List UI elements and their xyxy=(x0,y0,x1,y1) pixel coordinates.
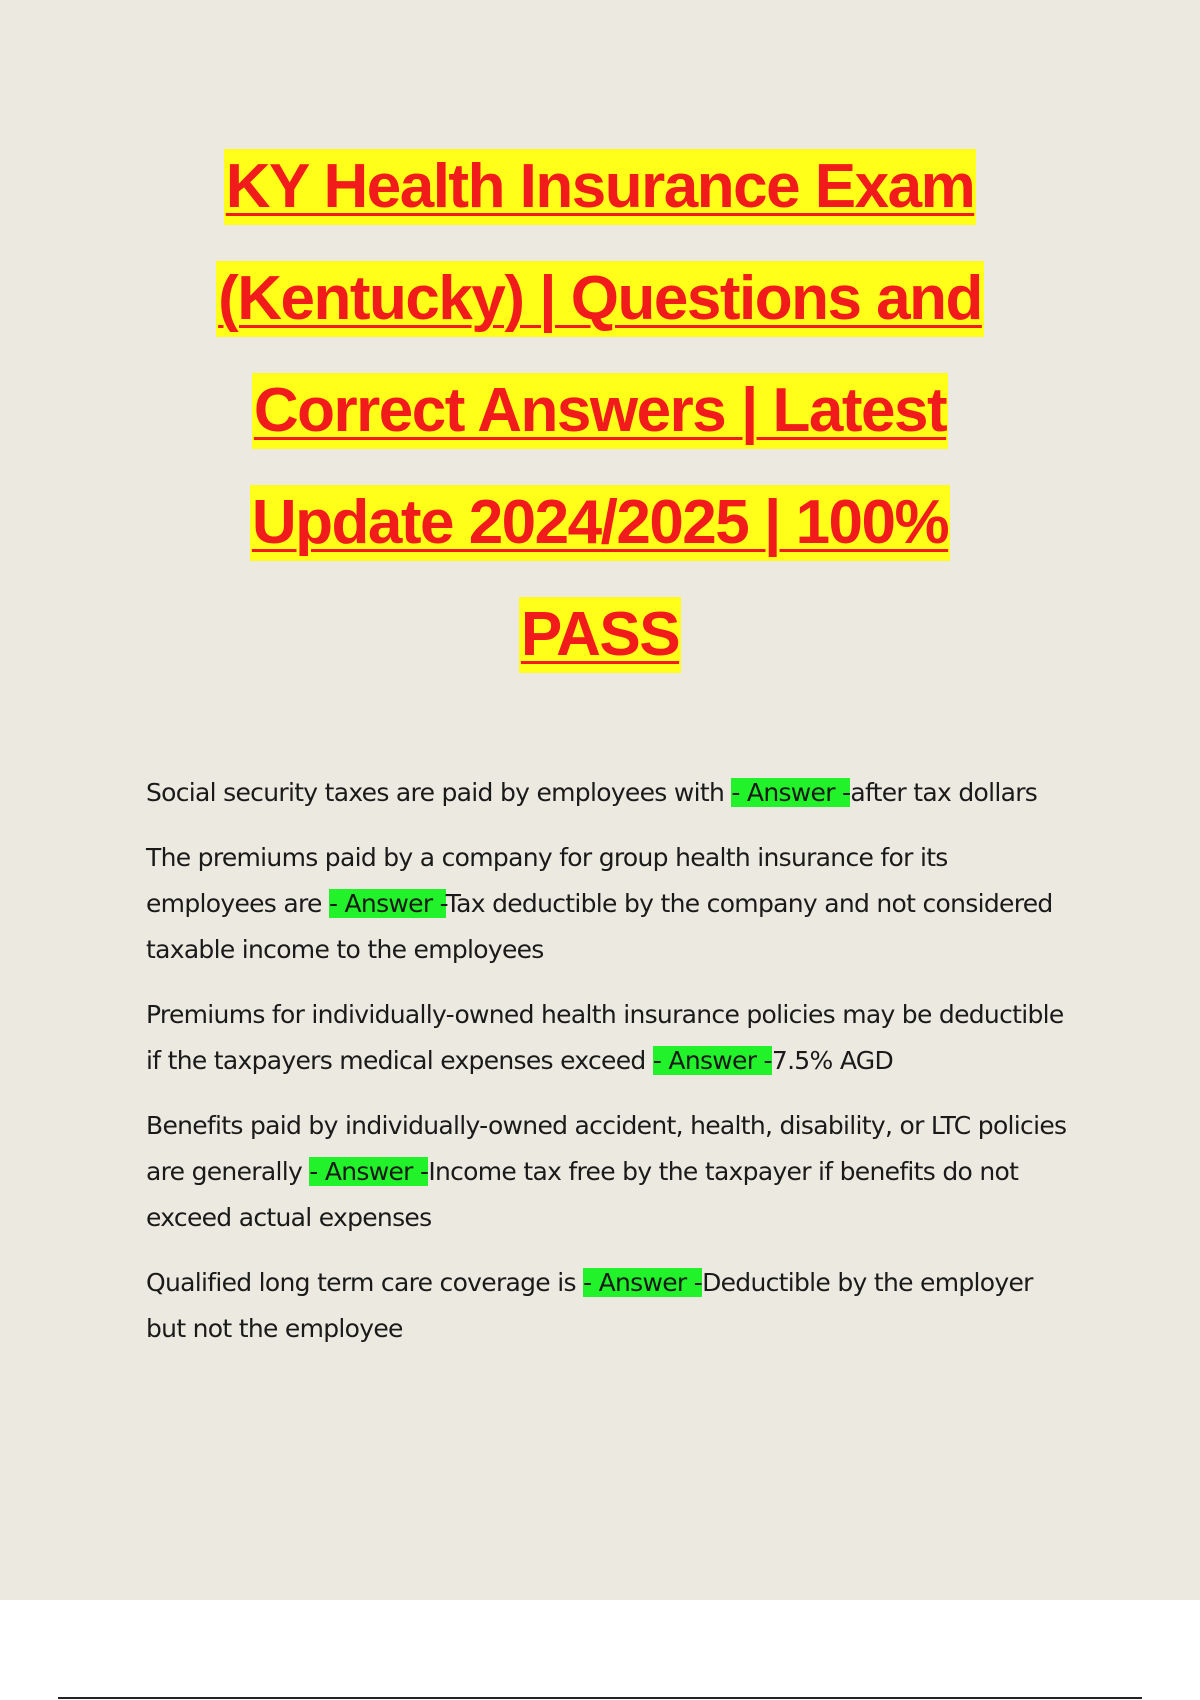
qa-answer: after tax dollars xyxy=(850,778,1038,807)
title-line-1-text: KY Health Insurance Exam xyxy=(224,149,977,225)
qa-question: The premiums paid by a company for group health insurance for its employees are xyxy=(146,843,948,918)
document-title xyxy=(0,140,1200,700)
title-line-2 xyxy=(0,252,1200,364)
qa-item xyxy=(146,1260,1076,1352)
title-line-4 xyxy=(0,476,1200,588)
qa-answer: Tax deductible by the company and not considered taxable income to the employees xyxy=(146,889,1053,964)
title-line-3-text: Correct Answers | Latest xyxy=(252,373,948,449)
qa-item xyxy=(146,992,1076,1084)
answer-tag: - Answer - xyxy=(731,778,851,807)
qa-item xyxy=(146,1103,1076,1241)
qa-question: Premiums for individually-owned health insurance policies may be deductible if the taxpayers medical expenses exceed xyxy=(146,1000,1064,1075)
footer-divider xyxy=(58,1697,1142,1699)
qa-answer: Income tax free by the taxpayer if benefits do not exceed actual expenses xyxy=(146,1157,1019,1232)
qa-question: Qualified long term care coverage is xyxy=(146,1268,584,1297)
answer-tag: - Answer - xyxy=(652,1046,772,1075)
answer-tag: - Answer - xyxy=(583,1268,703,1297)
qa-question: Social security taxes are paid by employees with xyxy=(146,778,732,807)
title-line-5-text: PASS xyxy=(519,597,681,673)
qa-item xyxy=(146,770,1076,816)
title-line-4-text: Update 2024/2025 | 100% xyxy=(250,485,950,561)
title-line-3 xyxy=(0,364,1200,476)
title-line-5 xyxy=(0,588,1200,700)
answer-tag: - Answer - xyxy=(328,889,446,918)
qa-answer: 7.5% AGD xyxy=(771,1046,894,1075)
title-line-1 xyxy=(0,140,1200,252)
qa-list xyxy=(146,770,1076,1371)
qa-item xyxy=(146,835,1076,973)
qa-answer: Deductible by the employer but not the employee xyxy=(146,1268,1033,1343)
qa-question: Benefits paid by individually-owned accident, health, disability, or LTC policies are generally xyxy=(146,1111,1067,1186)
answer-tag: - Answer - xyxy=(309,1157,429,1186)
title-line-2-text: (Kentucky) | Questions and xyxy=(216,261,984,337)
